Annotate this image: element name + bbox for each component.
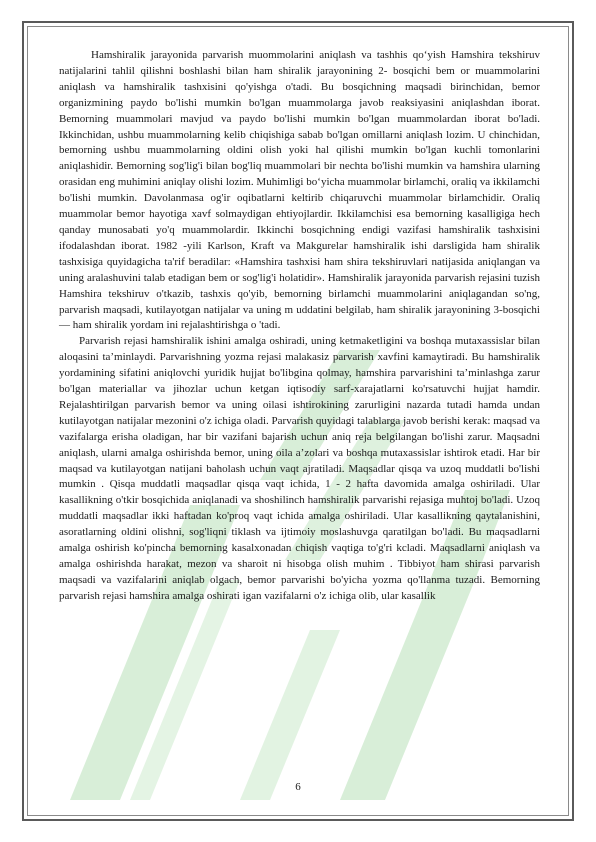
body-text <box>59 48 540 605</box>
paragraph-2: Parvarish rejasi hamshiralik ishini amalga oshiradi, uning ketmaketligini va boshqa mutaxassislar bilan aloqasini ta’minlaydi. Parvarishning yozma rejasi malakasiz parvarish xavfini kamaytiradi. Bu hamshiralik yordamining sifatini aniqlovchi yuridik hujjat bo'libgina qolmay, hamshira parvarishini ta’minlashga zarur bo'lgan materiallar va jihozlar uchun ketgan iqtisodiy sarf-xarajatlarni ko'rsatuvchi hujjat hamdir. Rejalashtirilgan parvarish bemor va uning oilasi ishtirokining zarurligini nazarda tutadi hamda undan kutilayotgan natijalar mezonini o'z ichiga oladi. Parvarish quyidagi talablarga javob berishi kerak: maqsad va vazifalarga erisha oladigan, har bir vazifani bajarish uchun aniq reja belgilangan bo'lishi zarur. Maqsadni aniqlash, ularni amalga oshirishda bemor, uning oila a’zolari va boshqa mutaxassislar ishtirok etadi. Har bir maqsad va kutilayotgan natijani baholash uchun vaqt ajratiladi. Maqsadlar qisqa va uzoq muddatli bo'lishi mumkin . Qisqa muddatli maqsadlar qisqa vaqt ichida, 1 - 2 hafta davomida amalga oshiriladi. Ular kasallikning o'tkir bosqichida aniqlanadi va shoshilinch hamshiralik parvarishi rejasiga muhtoj bo'ladi. Uzoq muddatli maqsadlar ikki haftadan ko'proq vaqt ichida amalga oshiriladi. Ular kasallikning qaytalanishini, asoratlarning oldini olishni, sog'liqni tiklash va ijtimoiy moslashuvga qaratilgan bo'ladi. Bu maqsadlarni amalga oshirish ko'pincha bemorning kasalxonadan chiqish vaqtiga to'g'ri kcladi. Maqsadlarni aniqlash va amalga oshirishda harakat, mezon va sharoit ni hisobga olish muhim . Tibbiyot ham shirasi parvarish maqsadi va vazifalarini aniqlab olgach, bemor parvarishi bo'yicha yozma qo'llanma tuzadi. Bemorning parvarish rejasi hamshira amalga oshirati igan vazifalarni o'z ichiga olib, ular kasallik <box>59 335 540 602</box>
paragraph-1: Hamshiralik jarayonida parvarish muommolarini aniqlash va tashhis qo‘yish Hamshira tekshiruv natijalarini tahlil qilishni boshlashi bilan ham shiralik jarayonining 2- bosqichi bem or muammolarini aniqlash va hamshiralik tashxisini qo'yishga o'tadi. Bu bosqichning maqsadi birinchidan, bemor organizmining paydo bo'lishi mumkin bo'lgan muammolarga javob reaksiyasini aniqlashdan iborat. Bemorning muammolari mavjud va paydo bo'lishi mumkin bo'lgan muammolardan iborat bo'ladi. Ikkinchidan, ushbu muammolarning kelib chiqishiga sabab bo'lgan omillarni aniqlash lozim. U chinchidan, bemorning ushbu muammolarning oldini olish yoki hal qilishi mumkin bo'lgan kuchli tomonlarini aniqlashidir. Bemorning sog'lig'i bilan bog'liq muammolari bir nechta bo'lishi mumkin va hamshira ularning orasidan eng muhimini aniqlay olishi lozim. Muhimligi bo‘yicha muammolar birlamchi, oraliq va ikkilamchi bo'lishi mumkin. Davolanmasa og'ir oqibatlarni keltirib chiqaruvchi muammolar birlamchidir. Oraliq muammolar bemor hayotiga xavf solmaydigan ehtiyojlardir. Ikkilamchisi esa bemorning kasalligiga hech qanday munosabati yo'q muammolardir. Ikkinchi bosqichning endigi vazifasi hamshiralik tashxisini ifodalashdan iborat. 1982 -yili Karlson, Kraft va Makgurelar hamshiralik ishi darsligida ham shiralik tashxisiga quyidagicha ta'rif beradilar: «Hamshira tashxisi ham shira tekshiruvlari natijasida aniqlangan va uning aralashuvini talab etadigan bem or sog'lig'i holatidir». Hamshiralik jarayonida parvarish rejasini tuzish Hamshira tekshiruv o'tkazib, tashxis qo'yib, bemorning birlamchi muammolarini aniqlagandan so'ng, parvarish maqsadi, kutilayotgan natijalar va uning m uddatini belgilab, ham shiralik jarayonining 3-bosqichi — ham shiralik yordam ini rejalashtirishga o 'tadi. <box>59 49 540 332</box>
page-number: 6 <box>295 781 301 793</box>
